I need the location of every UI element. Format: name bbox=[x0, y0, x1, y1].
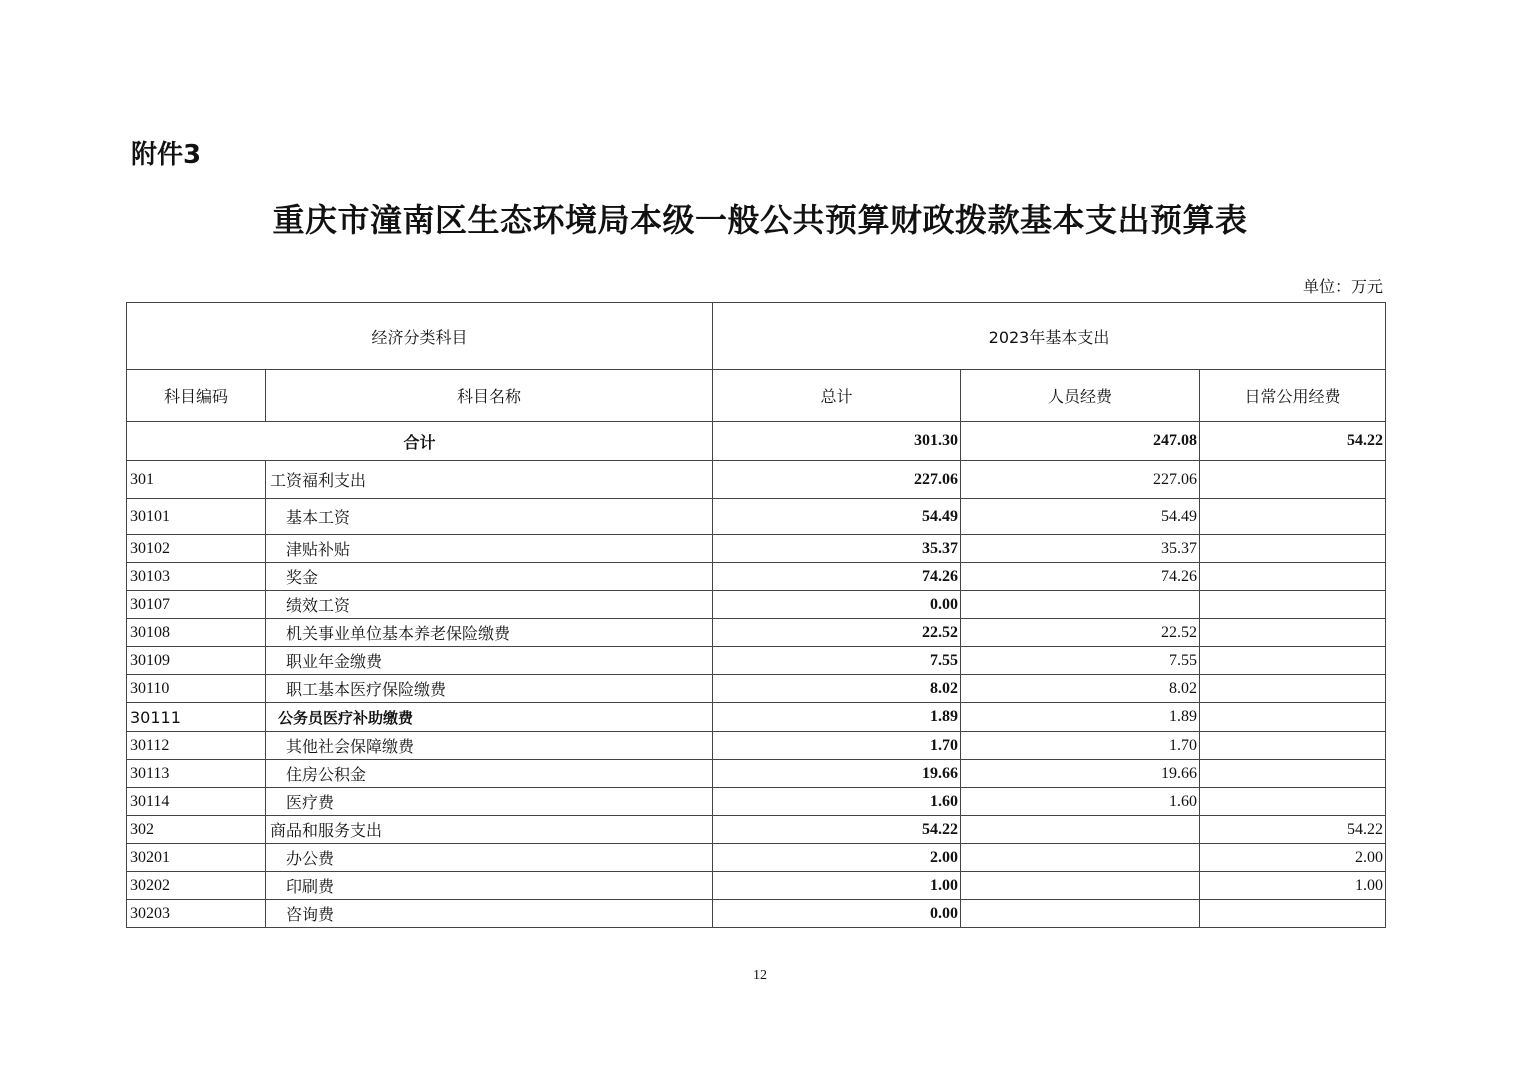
row-name: 住房公积金 bbox=[266, 760, 713, 788]
row-personnel: 1.89 bbox=[961, 703, 1200, 732]
total-value: 301.30 bbox=[713, 422, 961, 461]
row-public bbox=[1200, 535, 1386, 563]
total-personnel: 247.08 bbox=[961, 422, 1200, 461]
table-row bbox=[127, 591, 1386, 619]
table-row bbox=[127, 816, 1386, 844]
row-total: 1.00 bbox=[713, 872, 961, 900]
row-code: 30114 bbox=[127, 788, 266, 816]
row-personnel: 22.52 bbox=[961, 619, 1200, 647]
row-personnel: 19.66 bbox=[961, 760, 1200, 788]
row-public bbox=[1200, 732, 1386, 760]
row-total: 8.02 bbox=[713, 675, 961, 703]
row-code: 302 bbox=[127, 816, 266, 844]
row-code: 30102 bbox=[127, 535, 266, 563]
row-code: 30110 bbox=[127, 675, 266, 703]
row-personnel bbox=[961, 900, 1200, 928]
row-personnel: 1.70 bbox=[961, 732, 1200, 760]
row-total: 1.89 bbox=[713, 703, 961, 732]
row-code: 30113 bbox=[127, 760, 266, 788]
header-public: 日常公用经费 bbox=[1200, 370, 1386, 422]
header-group-left: 经济分类科目 bbox=[127, 303, 713, 370]
header-code: 科目编码 bbox=[127, 370, 266, 422]
row-total: 1.70 bbox=[713, 732, 961, 760]
row-name: 绩效工资 bbox=[266, 591, 713, 619]
table-row bbox=[127, 647, 1386, 675]
row-public bbox=[1200, 591, 1386, 619]
attachment-label: 附件3 bbox=[131, 140, 202, 170]
row-public bbox=[1200, 675, 1386, 703]
table-row bbox=[127, 732, 1386, 760]
total-public: 54.22 bbox=[1200, 422, 1386, 461]
table-row bbox=[127, 872, 1386, 900]
table-row bbox=[127, 619, 1386, 647]
row-personnel: 54.49 bbox=[961, 499, 1200, 535]
row-personnel bbox=[961, 844, 1200, 872]
row-code: 30203 bbox=[127, 900, 266, 928]
row-code: 30202 bbox=[127, 872, 266, 900]
row-personnel bbox=[961, 591, 1200, 619]
row-total: 0.00 bbox=[713, 591, 961, 619]
row-public bbox=[1200, 703, 1386, 732]
row-code: 30111 bbox=[127, 703, 266, 732]
table-row bbox=[127, 844, 1386, 872]
row-personnel: 35.37 bbox=[961, 535, 1200, 563]
row-personnel: 227.06 bbox=[961, 461, 1200, 499]
table-row bbox=[127, 900, 1386, 928]
row-public bbox=[1200, 461, 1386, 499]
row-code: 30103 bbox=[127, 563, 266, 591]
row-name: 咨询费 bbox=[266, 900, 713, 928]
page-number: 12 bbox=[753, 968, 767, 983]
row-public: 2.00 bbox=[1200, 844, 1386, 872]
budget-table bbox=[126, 302, 1386, 928]
row-name: 奖金 bbox=[266, 563, 713, 591]
row-name: 津贴补贴 bbox=[266, 535, 713, 563]
row-total: 35.37 bbox=[713, 535, 961, 563]
header-total: 总计 bbox=[713, 370, 961, 422]
row-public bbox=[1200, 563, 1386, 591]
table-row bbox=[127, 703, 1386, 732]
row-public bbox=[1200, 647, 1386, 675]
row-name: 医疗费 bbox=[266, 788, 713, 816]
row-code: 30109 bbox=[127, 647, 266, 675]
row-name: 职工基本医疗保险缴费 bbox=[266, 675, 713, 703]
table-row bbox=[127, 760, 1386, 788]
row-public bbox=[1200, 499, 1386, 535]
row-personnel: 74.26 bbox=[961, 563, 1200, 591]
row-personnel bbox=[961, 816, 1200, 844]
row-name: 工资福利支出 bbox=[266, 461, 713, 499]
table-row bbox=[127, 675, 1386, 703]
header-group-right: 2023年基本支出 bbox=[713, 303, 1386, 370]
row-code: 30107 bbox=[127, 591, 266, 619]
row-code: 30201 bbox=[127, 844, 266, 872]
row-name: 印刷费 bbox=[266, 872, 713, 900]
total-label: 合计 bbox=[127, 422, 713, 461]
row-name: 公务员医疗补助缴费 bbox=[266, 703, 713, 732]
row-personnel: 1.60 bbox=[961, 788, 1200, 816]
row-total: 2.00 bbox=[713, 844, 961, 872]
row-public bbox=[1200, 900, 1386, 928]
row-name: 职业年金缴费 bbox=[266, 647, 713, 675]
table-row bbox=[127, 788, 1386, 816]
header-group-row bbox=[127, 303, 1386, 370]
row-total: 0.00 bbox=[713, 900, 961, 928]
header-personnel: 人员经费 bbox=[961, 370, 1200, 422]
row-name: 基本工资 bbox=[266, 499, 713, 535]
row-public: 1.00 bbox=[1200, 872, 1386, 900]
table-row bbox=[127, 461, 1386, 499]
row-total: 7.55 bbox=[713, 647, 961, 675]
row-total: 54.22 bbox=[713, 816, 961, 844]
row-name: 其他社会保障缴费 bbox=[266, 732, 713, 760]
table-row bbox=[127, 499, 1386, 535]
row-public bbox=[1200, 760, 1386, 788]
row-name: 机关事业单位基本养老保险缴费 bbox=[266, 619, 713, 647]
row-code: 301 bbox=[127, 461, 266, 499]
row-public: 54.22 bbox=[1200, 816, 1386, 844]
header-name: 科目名称 bbox=[266, 370, 713, 422]
row-personnel: 8.02 bbox=[961, 675, 1200, 703]
row-public bbox=[1200, 619, 1386, 647]
row-code: 30112 bbox=[127, 732, 266, 760]
row-code: 30101 bbox=[127, 499, 266, 535]
row-name: 商品和服务支出 bbox=[266, 816, 713, 844]
row-personnel: 7.55 bbox=[961, 647, 1200, 675]
row-public bbox=[1200, 788, 1386, 816]
row-personnel bbox=[961, 872, 1200, 900]
header-column-row bbox=[127, 370, 1386, 422]
table-row bbox=[127, 535, 1386, 563]
row-code: 30108 bbox=[127, 619, 266, 647]
row-total: 1.60 bbox=[713, 788, 961, 816]
table-row bbox=[127, 563, 1386, 591]
row-total: 22.52 bbox=[713, 619, 961, 647]
row-total: 227.06 bbox=[713, 461, 961, 499]
row-total: 74.26 bbox=[713, 563, 961, 591]
row-name: 办公费 bbox=[266, 844, 713, 872]
row-total: 19.66 bbox=[713, 760, 961, 788]
unit-label: 单位：万元 bbox=[1302, 277, 1383, 296]
document-title: 重庆市潼南区生态环境局本级一般公共预算财政拨款基本支出预算表 bbox=[272, 201, 1248, 239]
total-row bbox=[127, 422, 1386, 461]
row-total: 54.49 bbox=[713, 499, 961, 535]
